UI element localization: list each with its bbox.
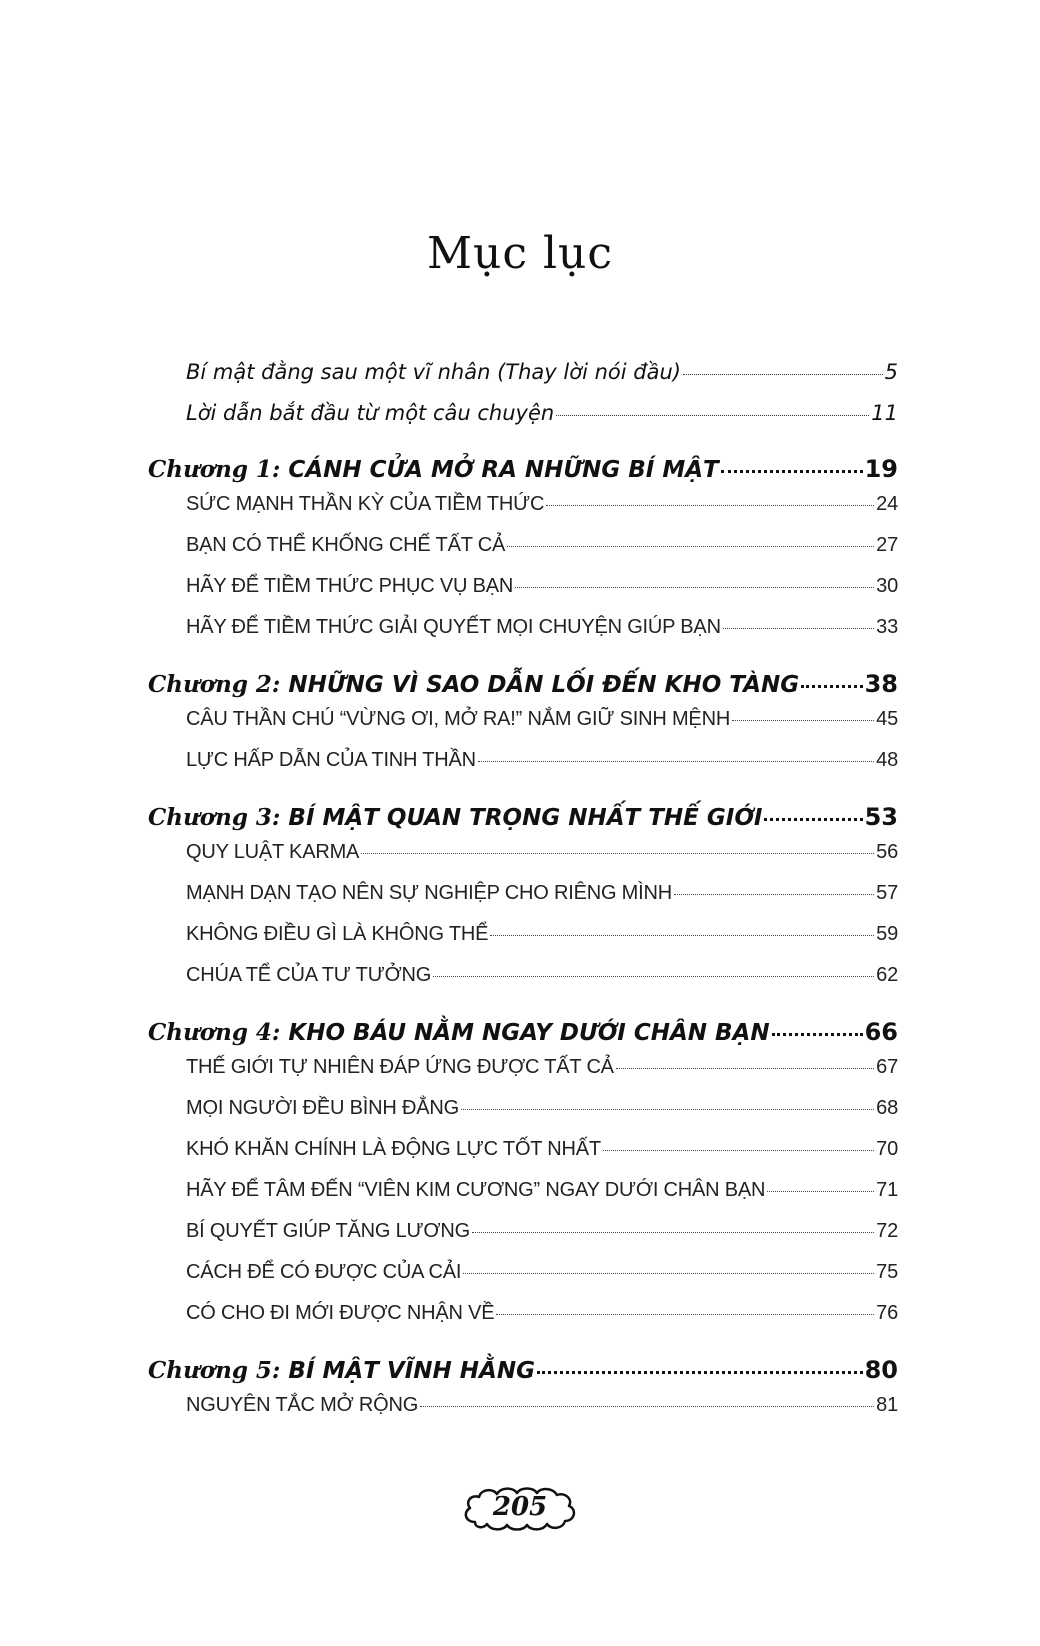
toc-section-row[interactable] (186, 1302, 898, 1343)
toc-chapter-label: Chương 2: (148, 671, 281, 698)
toc-intro-row[interactable] (186, 360, 898, 401)
toc-page-number: 76 (876, 1302, 898, 1324)
toc-section-row[interactable] (186, 964, 898, 1005)
toc-chapter-row[interactable] (148, 660, 898, 708)
toc-page-number: 81 (876, 1394, 898, 1416)
page-title: Mục lục (426, 228, 614, 279)
toc-entry-title: HÃY ĐỂ TÂM ĐẾN “VIÊN KIM CƯƠNG” NGAY DƯỚI CHÂN BẠN (186, 1179, 766, 1201)
toc-chapter-name: BÍ MẬT VĨNH HẰNG (288, 1358, 535, 1384)
toc-entry-title: QUY LUẬT KARMA (186, 841, 360, 863)
toc-entry-title: THẾ GIỚI TỰ NHIÊN ĐÁP ỨNG ĐƯỢC TẤT CẢ (186, 1056, 614, 1078)
toc-section-row[interactable] (186, 1394, 898, 1435)
toc-chapter-row[interactable] (148, 445, 898, 493)
toc-entry-title: NGUYÊN TẮC MỞ RỘNG (186, 1394, 419, 1416)
page-number-badge (461, 1484, 579, 1534)
dot-leader (463, 1273, 874, 1274)
toc-section-row[interactable] (186, 1097, 898, 1138)
dot-leader (764, 818, 862, 821)
toc-section-row[interactable] (186, 749, 898, 790)
toc-entry-title: KHÔNG ĐIỀU GÌ LÀ KHÔNG THỂ (186, 923, 489, 945)
toc-entry-title: BÍ QUYẾT GIÚP TĂNG LƯƠNG (186, 1220, 470, 1242)
toc-page-number: 45 (876, 708, 898, 730)
toc-page-number: 24 (876, 493, 898, 515)
dot-leader (603, 1150, 874, 1151)
toc-chapter-label: Chương 1: (148, 456, 281, 483)
toc-chapter-title (148, 794, 762, 842)
toc-entry-title: Bí mật đằng sau một vĩ nhân (Thay lời nói đầu) (186, 360, 681, 384)
dot-leader (496, 1314, 874, 1315)
toc-page-number: 56 (876, 841, 898, 863)
toc-section-row[interactable] (186, 882, 898, 923)
toc-section-row[interactable] (186, 616, 898, 657)
toc-entry-title: MỌI NGƯỜI ĐỀU BÌNH ĐẲNG (186, 1097, 459, 1119)
toc-chapter-label: Chương 4: (148, 1019, 281, 1046)
toc-section-row[interactable] (186, 1179, 898, 1220)
dot-leader (556, 415, 869, 416)
toc-chapter-name: KHO BÁU NẰM NGAY DƯỚI CHÂN BẠN (288, 1020, 770, 1046)
toc-page-number: 70 (876, 1138, 898, 1160)
toc-page-number: 68 (876, 1097, 898, 1119)
dot-leader (723, 628, 874, 629)
toc-chapter-label: Chương 3: (148, 804, 281, 831)
toc-page-number: 57 (876, 882, 898, 904)
toc-page-number: 62 (876, 964, 898, 986)
toc-entry-title: BẠN CÓ THỂ KHỐNG CHẾ TẤT CẢ (186, 534, 506, 556)
toc-page-number: 11 (871, 401, 898, 425)
toc-section-row[interactable] (186, 841, 898, 882)
toc-page-number: 38 (864, 670, 898, 698)
toc-page-number: 19 (864, 455, 898, 483)
dot-leader (767, 1191, 874, 1192)
dot-leader (801, 685, 862, 688)
toc-chapter-title (148, 446, 719, 494)
toc-page-number: 48 (876, 749, 898, 771)
toc-page-number: 72 (876, 1220, 898, 1242)
toc-page-number: 5 (884, 360, 898, 384)
toc-entry-title: HÃY ĐỂ TIỀM THỨC GIẢI QUYẾT MỌI CHUYỆN GIÚP BẠN (186, 616, 721, 638)
dot-leader (537, 1371, 863, 1374)
toc-page-number: 67 (876, 1056, 898, 1078)
toc-section-row[interactable] (186, 1261, 898, 1302)
dot-leader (721, 470, 863, 473)
dot-leader (546, 505, 874, 506)
page-footer (0, 1484, 1040, 1539)
dot-leader (515, 587, 874, 588)
toc-chapter-row[interactable] (148, 1008, 898, 1056)
toc-page-number: 75 (876, 1261, 898, 1283)
dot-leader (507, 546, 874, 547)
dot-leader (490, 935, 874, 936)
toc-chapter-title (148, 1347, 535, 1395)
toc-page-number: 27 (876, 534, 898, 556)
toc-chapter-row[interactable] (148, 793, 898, 841)
toc-page-number: 53 (864, 803, 898, 831)
toc-entry-title: MẠNH DẠN TẠO NÊN SỰ NGHIỆP CHO RIÊNG MÌNH (186, 882, 672, 904)
toc-intro-row[interactable] (186, 401, 898, 442)
toc-page-number: 71 (876, 1179, 898, 1201)
dot-leader (433, 976, 874, 977)
toc-section-row[interactable] (186, 1138, 898, 1179)
toc-entry-title: CÓ CHO ĐI MỚI ĐƯỢC NHẬN VỀ (186, 1302, 495, 1324)
toc-entry-title: HÃY ĐỂ TIỀM THỨC PHỤC VỤ BẠN (186, 575, 514, 597)
toc-chapter-name: NHỮNG VÌ SAO DẪN LỐI ĐẾN KHO TÀNG (288, 672, 800, 698)
toc-entry-title: CHÚA TỂ CỦA TƯ TƯỞNG (186, 964, 432, 986)
toc-page-number: 59 (876, 923, 898, 945)
dot-leader (683, 374, 883, 375)
dot-leader (674, 894, 874, 895)
dot-leader (616, 1068, 874, 1069)
toc-entry-title: SỨC MẠNH THẦN KỲ CỦA TIỀM THỨC (186, 493, 545, 515)
toc-entry-title: CÂU THẦN CHÚ “VỪNG ƠI, MỞ RA!” NẮM GIỮ SINH MỆNH (186, 708, 731, 730)
dot-leader (478, 761, 874, 762)
dot-leader (732, 720, 874, 721)
toc-page-number: 33 (876, 616, 898, 638)
toc-section-row[interactable] (186, 708, 898, 749)
page-number: 205 (492, 1492, 548, 1522)
dot-leader (461, 1109, 874, 1110)
toc-chapter-label: Chương 5: (148, 1357, 281, 1384)
toc-entry-title: CÁCH ĐỂ CÓ ĐƯỢC CỦA CẢI (186, 1261, 462, 1283)
toc-entry-title: KHÓ KHĂN CHÍNH LÀ ĐỘNG LỰC TỐT NHẤT (186, 1138, 601, 1160)
dot-leader (772, 1033, 863, 1036)
toc-section-row[interactable] (186, 923, 898, 964)
dot-leader (420, 1406, 874, 1407)
toc-section-row[interactable] (186, 575, 898, 616)
table-of-contents (148, 360, 898, 1435)
toc-chapter-row[interactable] (148, 1346, 898, 1394)
toc-page-number: 30 (876, 575, 898, 597)
toc-section-row[interactable] (186, 534, 898, 575)
toc-chapter-title (148, 1009, 770, 1057)
toc-chapter-title (148, 661, 799, 709)
toc-entry-title: LỰC HẤP DẪN CỦA TINH THẦN (186, 749, 476, 771)
dot-leader (361, 853, 874, 854)
toc-page-number: 80 (864, 1356, 898, 1384)
toc-section-row[interactable] (186, 1056, 898, 1097)
toc-section-row[interactable] (186, 493, 898, 534)
toc-chapter-name: CÁNH CỬA MỞ RA NHỮNG BÍ MẬT (288, 457, 719, 483)
toc-page-number: 66 (864, 1018, 898, 1046)
dot-leader (472, 1232, 874, 1233)
toc-section-row[interactable] (186, 1220, 898, 1261)
toc-entry-title: Lời dẫn bắt đầu từ một câu chuyện (186, 401, 555, 425)
toc-chapter-name: BÍ MẬT QUAN TRỌNG NHẤT THẾ GIỚI (288, 805, 763, 831)
